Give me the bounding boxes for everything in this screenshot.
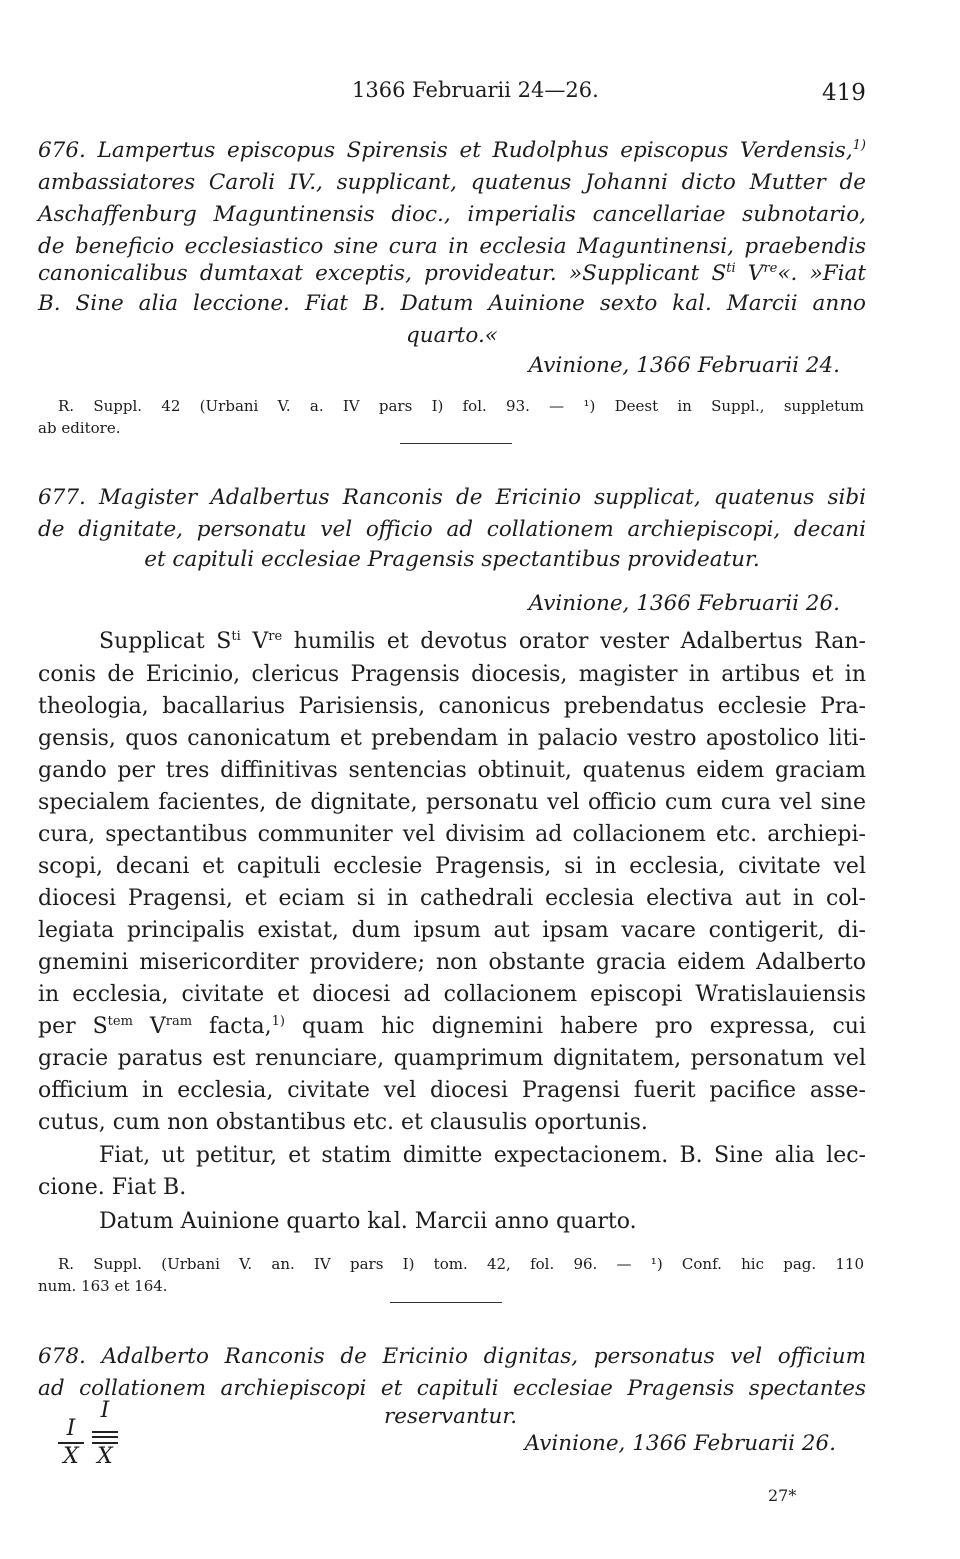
body-line-11: gnemini misericorditer providere; non obstante gracia eidem Adalberto	[38, 950, 866, 975]
page-number: 419	[822, 80, 866, 106]
entry-677-line-2: de dignitate, personatu vel officio ad collationem archiepiscopi, decani	[38, 517, 866, 542]
body-line-10: legiata principalis existat, dum ipsum aut ipsam vacare contigerit, di-	[38, 918, 866, 943]
entry-676-source-line-1: R. Suppl. 42 (Urbani V. a. IV pars I) fol. 93. — ¹) Deest in Suppl., suppletum	[58, 397, 864, 415]
entry-number: 677.	[38, 485, 86, 510]
entry-676-line-2: ambassiatores Caroli IV., supplicant, quatenus Johanni dicto Mutter de	[38, 170, 866, 195]
body-line-9: diocesi Pragensi, et eciam si in cathedrali ecclesia electiva aut in col-	[38, 886, 866, 911]
signature-mark: 27*	[768, 1486, 797, 1505]
entry-676-line-7: quarto.«	[406, 323, 498, 348]
body-line-1: Supplicat $S^{ti}$ Vre humilis et devotus orator vester Adalbertus Ran-	[99, 629, 866, 654]
entry-number: 676.	[38, 138, 86, 163]
fraction-1-numerator: I	[66, 1416, 76, 1441]
body-line-15: officium in ecclesia, civitate vel diocesi Pragensi fuerit pacifice asse-	[38, 1078, 866, 1103]
entry-678-line-3: reservantur.	[384, 1404, 518, 1429]
separator-rule	[400, 443, 512, 444]
entry-678-line-2: ad collationem archiepiscopi et capituli ecclesiae Pragensis spectantes	[38, 1376, 866, 1401]
separator-rule	[390, 1302, 502, 1303]
entry-677-line-3: et capituli ecclesiae Pragensis spectantibus provideatur.	[144, 547, 760, 572]
entry-676-line-5: canonicalibus dumtaxat exceptis, provideatur. »Supplicant $S^{ti}$ Vre«. »Fiat	[38, 261, 866, 286]
entry-676-line-1: 676. Lampertus episcopus Spirensis et Rudolphus episcopus Verdensis,$^{1)}$	[38, 138, 866, 163]
entry-676-line-6: B. Sine alia leccione. Fiat B. Datum Auinione sexto kal. Marcii anno	[38, 291, 866, 316]
body-line-5: gando per tres diffinitivas sentencias obtinuit, quatenus eidem graciam	[38, 758, 866, 783]
fraction-1-denominator: X	[63, 1444, 79, 1469]
entry-677-dateline: Avinione, 1366 Februarii 26.	[528, 591, 840, 616]
body-line-12: in ecclesia, civitate et diocesi ad collacionem episcopi Wratislauiensis	[38, 982, 866, 1007]
body-line-3: theologia, bacallarius Parisiensis, canonicus prebendatus ecclesie Pra-	[38, 694, 866, 719]
datum-line: Datum Auinione quarto kal. Marcii anno quarto.	[99, 1209, 637, 1234]
footnote-ref: 1)	[852, 138, 866, 153]
body-line-6: specialem facientes, de dignitate, personatu vel officio cum cura vel sine	[38, 790, 866, 815]
body-line-4: gensis, quos canonicatum et prebendam in palacio vestro apostolico liti-	[38, 726, 866, 751]
entry-676-source-line-2: ab editore.	[38, 419, 121, 437]
fiat-line-2: cione. Fiat B.	[38, 1175, 187, 1200]
entry-678-line-1: 678. Adalberto Ranconis de Ericinio dignitas, personatus vel officium	[38, 1344, 866, 1369]
footnote-ref: 1)	[271, 1014, 285, 1029]
entry-number: 678.	[38, 1344, 86, 1369]
body-line-16: cutus, cum non obstantibus etc. et clausulis oportunis.	[38, 1110, 648, 1135]
entry-676-line-4: de beneficio ecclesiastico sine cura in ecclesia Maguntinensi, praebendis	[38, 234, 866, 259]
fraction-2-numerator: I	[100, 1398, 110, 1423]
body-line-2: conis de Ericinio, clericus Pragensis diocesis, magister in artibus et in	[38, 662, 866, 687]
entry-677-source-line-2: num. 163 et 164.	[38, 1277, 168, 1295]
body-line-7: cura, spectantibus communiter vel divisim ad collacionem etc. archiepi-	[38, 822, 866, 847]
body-line-13: per $S^{tem}$ $V^{ram}$ facta,$^{1)}$ quam hic dignemini habere pro expressa, cui	[38, 1014, 866, 1039]
entry-677-line-1: 677. Magister Adalbertus Ranconis de Ericinio supplicat, quatenus sibi	[38, 485, 866, 510]
body-line-14: gracie paratus est renunciare, quamprimum dignitatem, personatum vel	[38, 1046, 866, 1071]
body-line-8: scopi, decani et capituli ecclesie Pragensis, si in ecclesia, civitate vel	[38, 854, 866, 879]
running-title: 1366 Februarii 24—26.	[352, 78, 599, 102]
fiat-line-1: Fiat, ut petitur, et statim dimitte expectacionem. B. Sine alia lec-	[99, 1143, 866, 1168]
entry-676-line-3: Aschaffenburg Maguntinensis dioc., imperialis cancellariae subnotario,	[38, 202, 866, 227]
entry-678-dateline: Avinione, 1366 Februarii 26.	[524, 1431, 836, 1456]
entry-676-dateline: Avinione, 1366 Februarii 24.	[528, 353, 840, 378]
fraction-2-denominator: X	[97, 1444, 113, 1469]
entry-677-source-line-1: R. Suppl. (Urbani V. an. IV pars I) tom. 42, fol. 96. — ¹) Conf. hic pag. 110	[58, 1255, 864, 1273]
